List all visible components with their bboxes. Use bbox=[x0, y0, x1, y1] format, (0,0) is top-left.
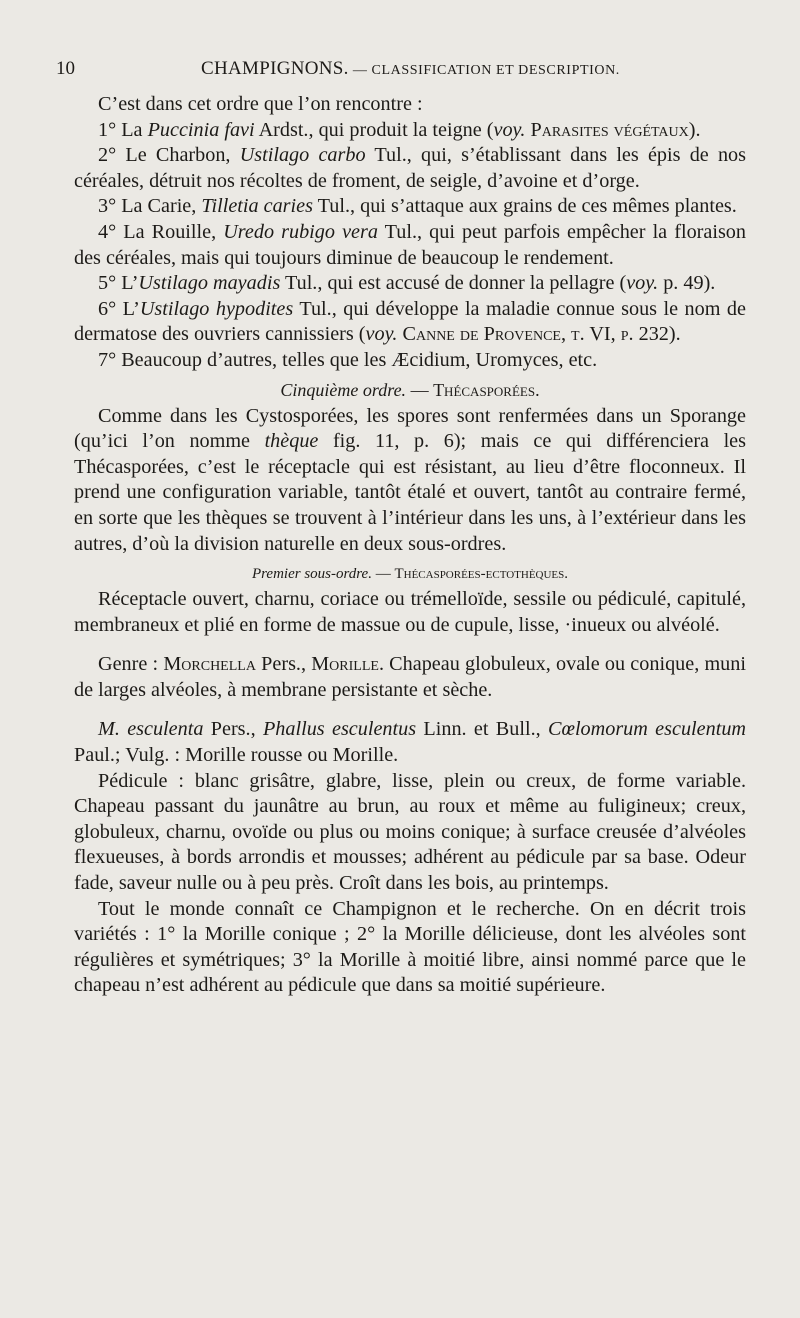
final-paragraph: Tout le monde connaît ce Champignon et le recherche. On en décrit trois variétés : 1° la Morille conique ; 2° la Morille délicieuse, dont les alvéoles sont régulières et symétriques; 3° la Morille à moitié libre, ainsi nommé parce que le chapeau n’est adhérent au pédicule que dans sa moitié supérieure. bbox=[74, 897, 746, 997]
intro-line: C’est dans cet ordre que l’on rencontre : bbox=[98, 93, 423, 115]
running-title: CHAMPIGNONS. — CLASSIFICATION ET DESCRIPTION. bbox=[201, 58, 620, 79]
list-item: 7° Beaucoup d’autres, telles que les Æcidium, Uromyces, etc. bbox=[98, 348, 598, 371]
list-item: 6° L’Ustilago hypodites Tul., qui développe la maladie connue sous le nom de dermatose des ouvriers cannissiers (voy. Canne de Provence, t. VI, p. 232). bbox=[74, 297, 746, 346]
suborder-paragraph: Réceptacle ouvert, charnu, coriace ou trémelloïde, sessile ou pédiculé, capitulé, membraneux et plié en forme de massue ou de cupule, lisse, ·inueux ou alvéolé. bbox=[74, 588, 746, 636]
list-item: 2° Le Charbon, Ustilago carbo Tul., qui, s’établissant dans les épis de nos céréales, détruit nos récoltes de froment, de seigle, d’avoine et d’orge. bbox=[74, 144, 747, 192]
order-heading: Cinquième ordre. — Thécasporées. bbox=[280, 379, 540, 400]
genus-paragraph: Genre : Morchella Pers., Morille. Chapeau globuleux, ovale ou conique, muni de larges alvéoles, à membrane persistante et sèche. bbox=[74, 653, 746, 701]
list-item: 1° La Puccinia favi Ardst., qui produit la teigne (voy. Parasites végétaux). bbox=[98, 118, 701, 141]
species-paragraph: M. esculenta Pers., Phallus esculentus Linn. et Bull., Cœlomorum esculentum Paul.; Vulg. : Morille rousse ou Morille. bbox=[74, 718, 746, 767]
list-item: 4° La Rouille, Uredo rubigo vera Tul., qui peut parfois empêcher la floraison des céréales, mais qui toujours diminue de beaucoup le rendement. bbox=[74, 220, 746, 269]
suborder-heading: Premier sous-ordre. — Thécasporées-ectothèques. bbox=[251, 566, 569, 583]
page-body bbox=[74, 92, 746, 999]
description-paragraph: Pédicule : blanc grisâtre, glabre, lisse, plein ou creux, de forme variable. Chapeau passant du jaunâtre au brun, au roux et même au fuligineux; creux, globuleux, charnu, ovoïde ou plus ou moins conique; à surface creusée d’alvéoles flexueuses, à bords arrondis et mousses; adhérent au pédicule par sa base. Odeur fade, saveur nulle ou à peu près. Croît dans les bois, au printemps. bbox=[74, 769, 746, 895]
page-number: 10 bbox=[56, 58, 75, 79]
list-item: 5° L’Ustilago mayadis Tul., qui est accusé de donner la pellagre (voy. p. 49). bbox=[98, 272, 716, 295]
order-paragraph: Comme dans les Cystosporées, les spores sont renfermées dans un Sporange (qu’ici l’on nomme thèque fig. 11, p. 6); mais ce qui différenciera les Thécasporées, c’est le réceptacle qui est résistant, au lieu d’être floconneux. Il prend une configuration variable, tantôt étalé et ouvert, tantôt au contraire fermé, en sorte que les thèques se trouvent à l’intérieur dans les uns, à l’extérieur dans les autres, d’où la division naturelle en deux sous-ordres. bbox=[74, 404, 746, 555]
page-header bbox=[56, 58, 746, 88]
list-item: 3° La Carie, Tilletia caries Tul., qui s’attaque aux grains de ces mêmes plantes. bbox=[98, 195, 737, 218]
